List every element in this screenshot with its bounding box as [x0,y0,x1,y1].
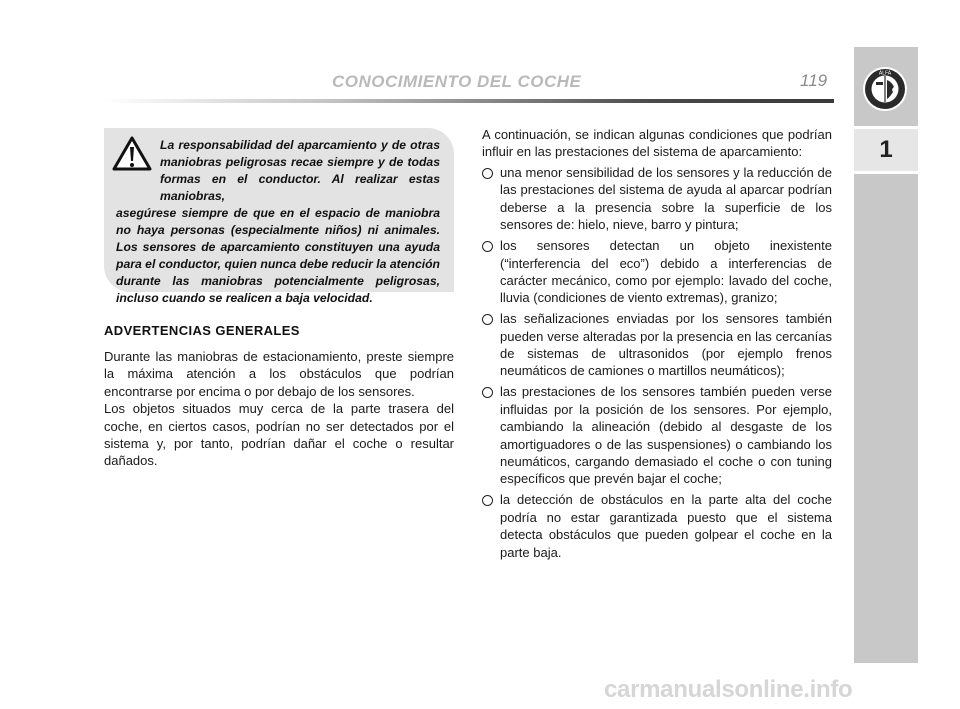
list-item [482,164,832,234]
section-heading: ADVERTENCIAS GENERALES [104,323,300,338]
list-item-text: los sensores detectan un objeto inexistente (“interferencia del eco”) debido a interferencias de carácter mecánico, como por ejemplo: lavado del coche, lluvia (condiciones de viento extremas), granizo; [500,238,832,306]
header-rule [104,99,834,103]
conditions-list [482,164,832,564]
list-item-text: las prestaciones de los sensores también pueden verse influidas por la posición de los sensores. Por ejemplo, cambiando la alineación (debido al desgaste de los amortiguadores o de las suspensiones) o cambiando los neumáticos, cargando demasiado el coche o con tuning específicos que prevén bajar el coche; [500,384,832,487]
alfa-romeo-logo-icon [862,66,908,112]
section-body [104,348,454,470]
circle-bullet-icon [482,168,493,179]
list-item-text: una menor sensibilidad de los sensores y la reducción de las prestaciones del sistema de ayuda al aparcar podrían deberse a la presencia sobre la superficie de los sensores de: hielo, nieve, barro y pintura; [500,165,832,233]
circle-bullet-icon [482,314,493,325]
tab-divider [854,171,918,174]
circle-bullet-icon [482,387,493,398]
chapter-title: CONOCIMIENTO DEL COCHE [332,72,582,91]
chapter-number: 1 [854,129,918,171]
list-item-text: la detección de obstáculos en la parte alta del coche podría no estar garantizada puesto que el sistema detecta obstáculos que pueden golpear el coche en la parte baja. [500,492,832,560]
circle-bullet-icon [482,241,493,252]
conditions-intro: A continuación, se indican algunas condiciones que podrían influir en las prestaciones del sistema de aparcamiento: [482,127,832,160]
list-item [482,383,832,487]
warning-rest: asegúrese siempre de que en el espacio de maniobra no haya personas (especialmente niños) ni animales. Los sensores de aparcamiento constituyen una ayuda para el conductor, quien nunca debe reducir la atención durante las maniobras potencialmente peligrosas, incluso cuando se realicen a baja velocidad. [116,206,440,305]
list-item [482,491,832,561]
paragraph: Los objetos situados muy cerca de la parte trasera del coche, en ciertos casos, podrían no ser detectados por el sistema y, por tanto, podrían dañar el coche o resultar dañados. [104,401,454,469]
circle-bullet-icon [482,495,493,506]
list-item [482,310,832,380]
paragraph: Durante las maniobras de estacionamiento, preste siempre la máxima atención a los obstáculos que podrían encontrarse por encima o por debajo de los sensores. [104,349,454,399]
svg-text:ALFA: ALFA [878,70,892,77]
watermark: carmanualsonline.info [604,676,853,703]
list-item [482,237,832,307]
warning-lead: La responsabilidad del aparcamiento y de otras maniobras peligrosas recae siempre y de todas formas en el conductor. Al realizar estas maniobras, [160,138,440,203]
warning-text [116,137,440,307]
list-item-text: las señalizaciones enviadas por los sensores también pueden verse alteradas por la presencia en las cercanías de sistemas de ultrasonidos (por ejemplo frenos neumáticos de camiones o martillos neumáticos); [500,311,832,379]
page-number: 119 [800,71,828,90]
